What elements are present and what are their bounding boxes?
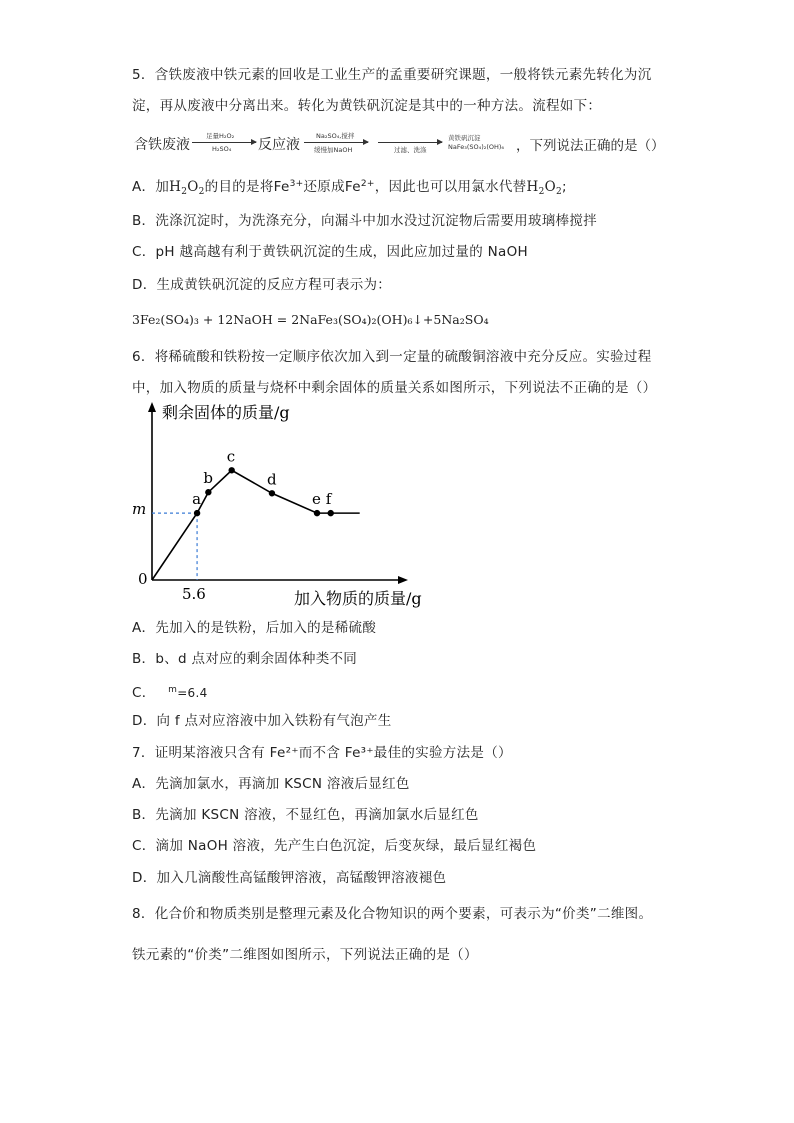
- point-f: [328, 510, 334, 516]
- flow-arrow-1-below: H₂SO₄: [212, 145, 232, 153]
- point-label-a: a: [192, 490, 202, 509]
- q7-option-d: D．加入几滴酸性高锰酸钾溶液，高锰酸钾溶液褪色: [132, 870, 447, 886]
- q6-c-prefix: C．: [132, 685, 156, 701]
- point-a: [194, 510, 200, 516]
- q6-stem-line1: 6．将稀硫酸和铁粉按一定顺序依次加入到一定量的硫酸铜溶液中充分反应。实验过程: [132, 349, 652, 365]
- point-c: [228, 467, 234, 473]
- h2o2-formula: $H_2O_2$: [169, 179, 205, 197]
- flow-arrow-3: [378, 142, 442, 143]
- fe-charge-2plus: 2+: [360, 179, 375, 189]
- y-tick-label: m: [132, 500, 147, 518]
- q5-option-a: [132, 175, 567, 201]
- q7-option-b: B．先滴加 KSCN 溶液，不显红色，再滴加氯水后显红色: [132, 807, 479, 823]
- flow-arrow-1: [192, 142, 256, 143]
- flow-product-line1: 黄铁矾沉淀: [448, 134, 481, 142]
- q5-stem-line1: 5．含铁废液中铁元素的回收是工业生产的孟重要研究课题，一般将铁元素先转化为沉: [132, 67, 652, 83]
- q5-a-suffix: ;: [562, 179, 567, 195]
- q5-a-prefix: A．加: [132, 179, 170, 195]
- point-label-b: b: [203, 469, 213, 488]
- h2o2-formula-2: $H_2O_2$: [526, 179, 563, 197]
- flow-product-line2: NaFe₃(SO₄)₂(OH)₆: [448, 143, 505, 151]
- point-label-c: c: [226, 447, 236, 466]
- q5-a-mid1: 的目的是将Fe: [204, 179, 290, 195]
- point-label-d: d: [266, 470, 277, 489]
- q5-option-c: C．pH 越高越有利于黄铁矾沉淀的生成，因此应加过量的 NaOH: [132, 244, 528, 260]
- q8-stem-line2: 铁元素的“价类”二维图如图所示，下列说法正确的是（）: [132, 947, 478, 963]
- q5-stem-line2: 淀，再从废液中分离出来。转化为黄铁矾沉淀是其中的一种方法。流程如下：: [132, 98, 602, 114]
- q5-option-b: B．洗涤沉淀时，为洗涤充分，向漏斗中加水没过沉淀物后需要用玻璃棒搅拌: [132, 213, 597, 229]
- flow-start: 含铁废液: [134, 137, 190, 153]
- flow-tail: ，下列说法正确的是（）: [516, 138, 665, 154]
- mass-curve: [152, 470, 360, 580]
- point-label-e: e: [312, 490, 321, 509]
- x-tick-label: 5.6: [182, 585, 206, 603]
- flow-arrow-2: [304, 142, 368, 143]
- x-axis-label: 加入物质的质量/g: [294, 589, 422, 608]
- q5-option-d: D．生成黄铁矾沉淀的反应方程可表示为：: [132, 277, 392, 293]
- q6-c-value: =6.4: [177, 686, 208, 700]
- q6-c-var: m: [168, 685, 178, 695]
- flow-arrow-2-above: Na₂SO₄,搅拌: [316, 132, 355, 140]
- flow-arrow-3-below: 过滤、洗涤: [394, 146, 427, 154]
- q6-stem-line2: 中，加入物质的质量与烧杯中剩余固体的质量关系如图所示，下列说法不正确的是（）: [132, 380, 657, 396]
- point-b: [205, 489, 211, 495]
- y-axis-label: 剩余固体的质量/g: [162, 403, 290, 422]
- point-e: [314, 510, 320, 516]
- q7-option-a: A．先滴加氯水，再滴加 KSCN 溶液后显红色: [132, 776, 410, 792]
- q5-a-mid3: ，因此也可以用氯水代替: [374, 179, 527, 195]
- q7-option-c: C．滴加 NaOH 溶液，先产生白色沉淀，后变灰绿，最后显红褐色: [132, 838, 537, 854]
- flow-mid: 反应液: [258, 137, 300, 153]
- origin-label: 0: [138, 570, 148, 588]
- flow-arrow-2-below: 缓慢加NaOH: [314, 146, 353, 154]
- y-axis-arrow: [148, 402, 156, 412]
- point-d: [269, 490, 275, 496]
- chart-marks: [152, 447, 360, 580]
- q5-a-mid2: 还原成Fe: [303, 179, 361, 195]
- q7-stem: 7．证明某溶液只含有 Fe²⁺而不含 Fe³⁺最佳的实验方法是（）: [132, 745, 512, 761]
- q6-option-b: B．b、d 点对应的剩余固体种类不同: [132, 651, 358, 667]
- q6-option-a: A．先加入的是铁粉，后加入的是稀硫酸: [132, 620, 377, 636]
- q6-option-d: D．向 f 点对应溶液中加入铁粉有气泡产生: [132, 713, 392, 729]
- q6-option-c: [132, 681, 208, 702]
- x-axis-arrow: [398, 576, 408, 584]
- q8-stem-line1: 8．化合价和物质类别是整理元素及化合物知识的两个要素，可表示为“价类”二维图。: [132, 906, 653, 922]
- q5-flowchart: [132, 128, 692, 158]
- point-label-f: f: [325, 490, 332, 509]
- q6-mass-chart: [128, 400, 428, 610]
- fe-charge-3plus: 3+: [289, 179, 304, 189]
- flow-arrow-1-above: 足量H₂O₂: [206, 132, 235, 140]
- q5-equation: 3Fe₂(SO₄)₃ + 12NaOH = 2NaFe₃(SO₄)₂(OH)₆↓+5Na₂SO₄: [132, 312, 489, 327]
